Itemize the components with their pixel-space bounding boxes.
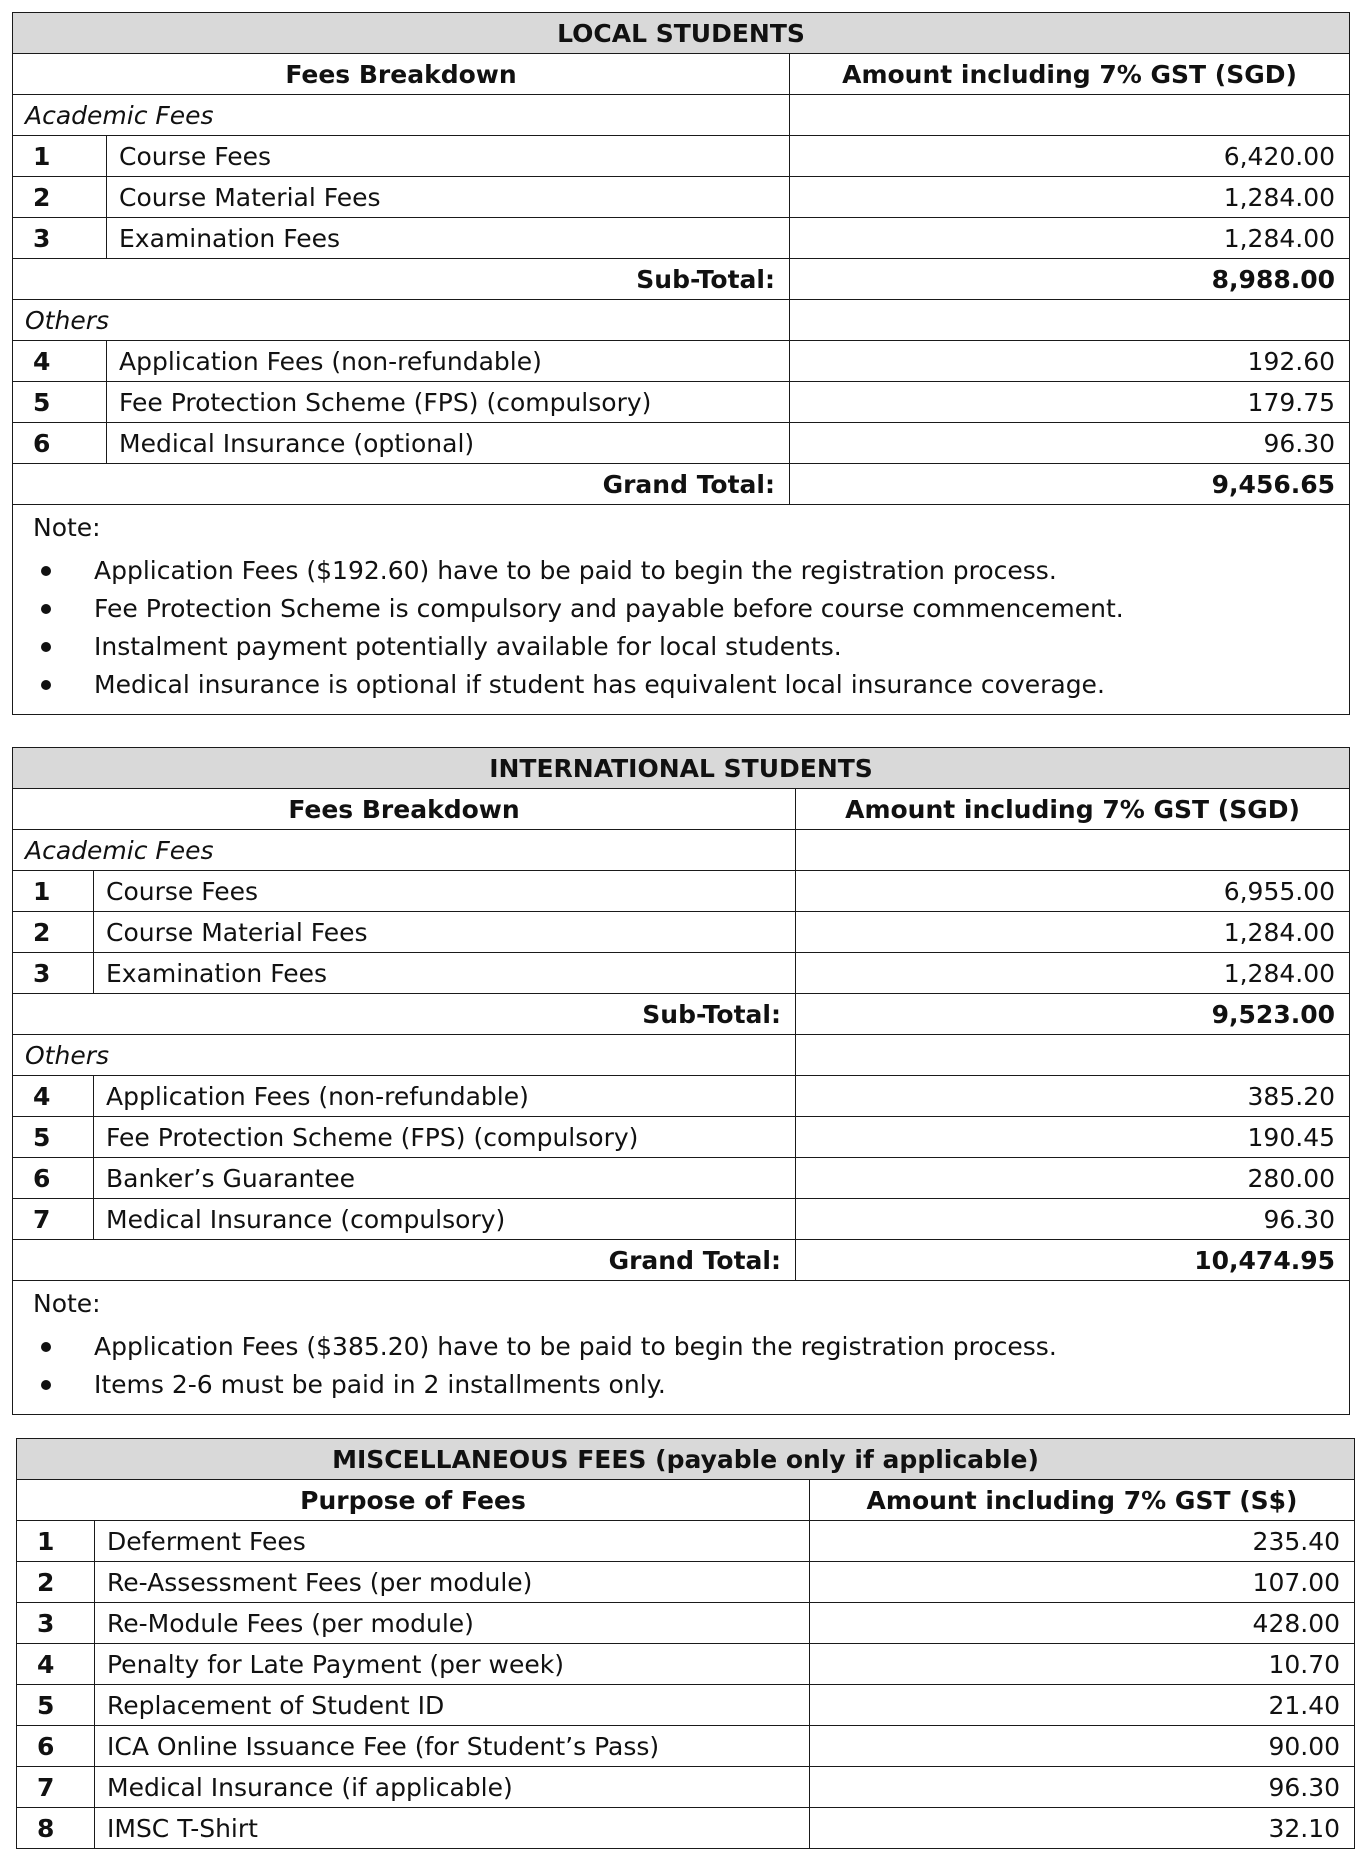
item-label: Course Material Fees xyxy=(94,912,796,953)
note-item: Application Fees ($192.60) have to be paid to begin the registration process. xyxy=(33,552,1331,590)
item-label: Application Fees (non-refundable) xyxy=(94,1076,796,1117)
international-academic-label: Academic Fees xyxy=(13,830,796,871)
item-label: Medical Insurance (optional) xyxy=(107,423,790,464)
international-grandtotal-value: 10,474.95 xyxy=(796,1240,1350,1281)
item-label: Medical Insurance (if applicable) xyxy=(95,1767,810,1808)
table-row xyxy=(13,1199,1350,1240)
item-number: 5 xyxy=(13,1117,94,1158)
table-row xyxy=(13,382,1350,423)
international-col-amount: Amount including 7% GST (SGD) xyxy=(796,789,1350,830)
international-title: INTERNATIONAL STUDENTS xyxy=(13,748,1350,789)
item-number: 2 xyxy=(17,1562,95,1603)
table-row xyxy=(13,177,1350,218)
item-label: Fee Protection Scheme (FPS) (compulsory) xyxy=(107,382,790,423)
local-subtotal-label: Sub-Total: xyxy=(13,259,790,300)
international-col-breakdown: Fees Breakdown xyxy=(13,789,796,830)
table-row xyxy=(17,1521,1355,1562)
table-row xyxy=(13,871,1350,912)
misc-title-note: (payable only if applicable) xyxy=(655,1444,1039,1474)
note-label: Note: xyxy=(33,1289,101,1318)
item-label: ICA Online Issuance Fee (for Student’s Pass) xyxy=(95,1726,810,1767)
item-label: Penalty for Late Payment (per week) xyxy=(95,1644,810,1685)
item-label: IMSC T-Shirt xyxy=(95,1808,810,1849)
local-title: LOCAL STUDENTS xyxy=(13,13,1350,54)
item-label: Examination Fees xyxy=(94,953,796,994)
item-amount: 90.00 xyxy=(810,1726,1355,1767)
international-others-label: Others xyxy=(13,1035,796,1076)
international-grandtotal-label: Grand Total: xyxy=(13,1240,796,1281)
item-number: 6 xyxy=(17,1726,95,1767)
table-row xyxy=(17,1685,1355,1726)
item-label: Banker’s Guarantee xyxy=(94,1158,796,1199)
item-label: Application Fees (non-refundable) xyxy=(107,341,790,382)
item-number: 5 xyxy=(13,382,107,423)
item-amount: 1,284.00 xyxy=(796,912,1350,953)
note-list xyxy=(33,552,1331,704)
international-fees-table xyxy=(12,747,1350,1415)
item-number: 1 xyxy=(13,871,94,912)
note-label: Note: xyxy=(33,513,101,542)
item-amount: 96.30 xyxy=(796,1199,1350,1240)
local-subtotal-value: 8,988.00 xyxy=(790,259,1350,300)
note-item: Items 2-6 must be paid in 2 installments only. xyxy=(33,1366,1331,1404)
item-label: Fee Protection Scheme (FPS) (compulsory) xyxy=(94,1117,796,1158)
item-label: Course Fees xyxy=(107,136,790,177)
local-col-amount: Amount including 7% GST (SGD) xyxy=(790,54,1350,95)
international-subtotal-value: 9,523.00 xyxy=(796,994,1350,1035)
table-row xyxy=(13,341,1350,382)
note-item: Fee Protection Scheme is compulsory and payable before course commencement. xyxy=(33,590,1331,628)
item-amount: 235.40 xyxy=(810,1521,1355,1562)
item-amount: 428.00 xyxy=(810,1603,1355,1644)
item-number: 3 xyxy=(13,953,94,994)
misc-col-amount: Amount including 7% GST (S$) xyxy=(810,1480,1355,1521)
item-amount: 21.40 xyxy=(810,1685,1355,1726)
item-label: Medical Insurance (compulsory) xyxy=(94,1199,796,1240)
item-number: 8 xyxy=(17,1808,95,1849)
local-academic-label: Academic Fees xyxy=(13,95,790,136)
item-number: 5 xyxy=(17,1685,95,1726)
item-number: 4 xyxy=(13,341,107,382)
item-label: Replacement of Student ID xyxy=(95,1685,810,1726)
table-row xyxy=(17,1808,1355,1849)
table-row xyxy=(13,136,1350,177)
item-number: 2 xyxy=(13,177,107,218)
item-amount: 192.60 xyxy=(790,341,1350,382)
table-row xyxy=(17,1644,1355,1685)
item-amount: 107.00 xyxy=(810,1562,1355,1603)
item-amount: 96.30 xyxy=(810,1767,1355,1808)
item-number: 4 xyxy=(17,1644,95,1685)
item-number: 6 xyxy=(13,1158,94,1199)
item-number: 2 xyxy=(13,912,94,953)
item-amount: 6,955.00 xyxy=(796,871,1350,912)
local-others-label: Others xyxy=(13,300,790,341)
item-number: 1 xyxy=(13,136,107,177)
misc-fees-table xyxy=(16,1438,1355,1849)
international-subtotal-label: Sub-Total: xyxy=(13,994,796,1035)
note-item: Application Fees ($385.20) have to be paid to begin the registration process. xyxy=(33,1328,1331,1366)
table-row xyxy=(13,218,1350,259)
local-notes xyxy=(13,505,1350,715)
item-number: 4 xyxy=(13,1076,94,1117)
table-row xyxy=(13,1076,1350,1117)
item-number: 3 xyxy=(13,218,107,259)
local-grandtotal-label: Grand Total: xyxy=(13,464,790,505)
item-number: 7 xyxy=(17,1767,95,1808)
item-label: Examination Fees xyxy=(107,218,790,259)
item-number: 1 xyxy=(17,1521,95,1562)
item-amount: 6,420.00 xyxy=(790,136,1350,177)
item-label: Deferment Fees xyxy=(95,1521,810,1562)
item-number: 3 xyxy=(17,1603,95,1644)
item-amount: 10.70 xyxy=(810,1644,1355,1685)
local-col-breakdown: Fees Breakdown xyxy=(13,54,790,95)
table-row xyxy=(13,423,1350,464)
item-amount: 1,284.00 xyxy=(790,177,1350,218)
item-number: 6 xyxy=(13,423,107,464)
table-row xyxy=(13,912,1350,953)
international-notes xyxy=(13,1281,1350,1415)
note-item: Instalment payment potentially available for local students. xyxy=(33,628,1331,666)
table-row xyxy=(17,1562,1355,1603)
item-amount: 280.00 xyxy=(796,1158,1350,1199)
local-grandtotal-value: 9,456.65 xyxy=(790,464,1350,505)
misc-title-main: MISCELLANEOUS FEES xyxy=(332,1444,647,1474)
item-amount: 190.45 xyxy=(796,1117,1350,1158)
note-list xyxy=(33,1328,1331,1404)
item-label: Course Material Fees xyxy=(107,177,790,218)
item-label: Re-Assessment Fees (per module) xyxy=(95,1562,810,1603)
table-row xyxy=(13,953,1350,994)
item-amount: 96.30 xyxy=(790,423,1350,464)
item-amount: 385.20 xyxy=(796,1076,1350,1117)
misc-title xyxy=(17,1439,1355,1480)
item-label: Re-Module Fees (per module) xyxy=(95,1603,810,1644)
table-row xyxy=(17,1603,1355,1644)
table-row xyxy=(17,1767,1355,1808)
table-row xyxy=(17,1726,1355,1767)
local-fees-table xyxy=(12,12,1350,715)
misc-col-purpose: Purpose of Fees xyxy=(17,1480,810,1521)
item-number: 7 xyxy=(13,1199,94,1240)
table-row xyxy=(13,1117,1350,1158)
table-row xyxy=(13,1158,1350,1199)
note-item: Medical insurance is optional if student has equivalent local insurance coverage. xyxy=(33,666,1331,704)
item-amount: 179.75 xyxy=(790,382,1350,423)
item-amount: 1,284.00 xyxy=(796,953,1350,994)
item-amount: 32.10 xyxy=(810,1808,1355,1849)
item-label: Course Fees xyxy=(94,871,796,912)
item-amount: 1,284.00 xyxy=(790,218,1350,259)
